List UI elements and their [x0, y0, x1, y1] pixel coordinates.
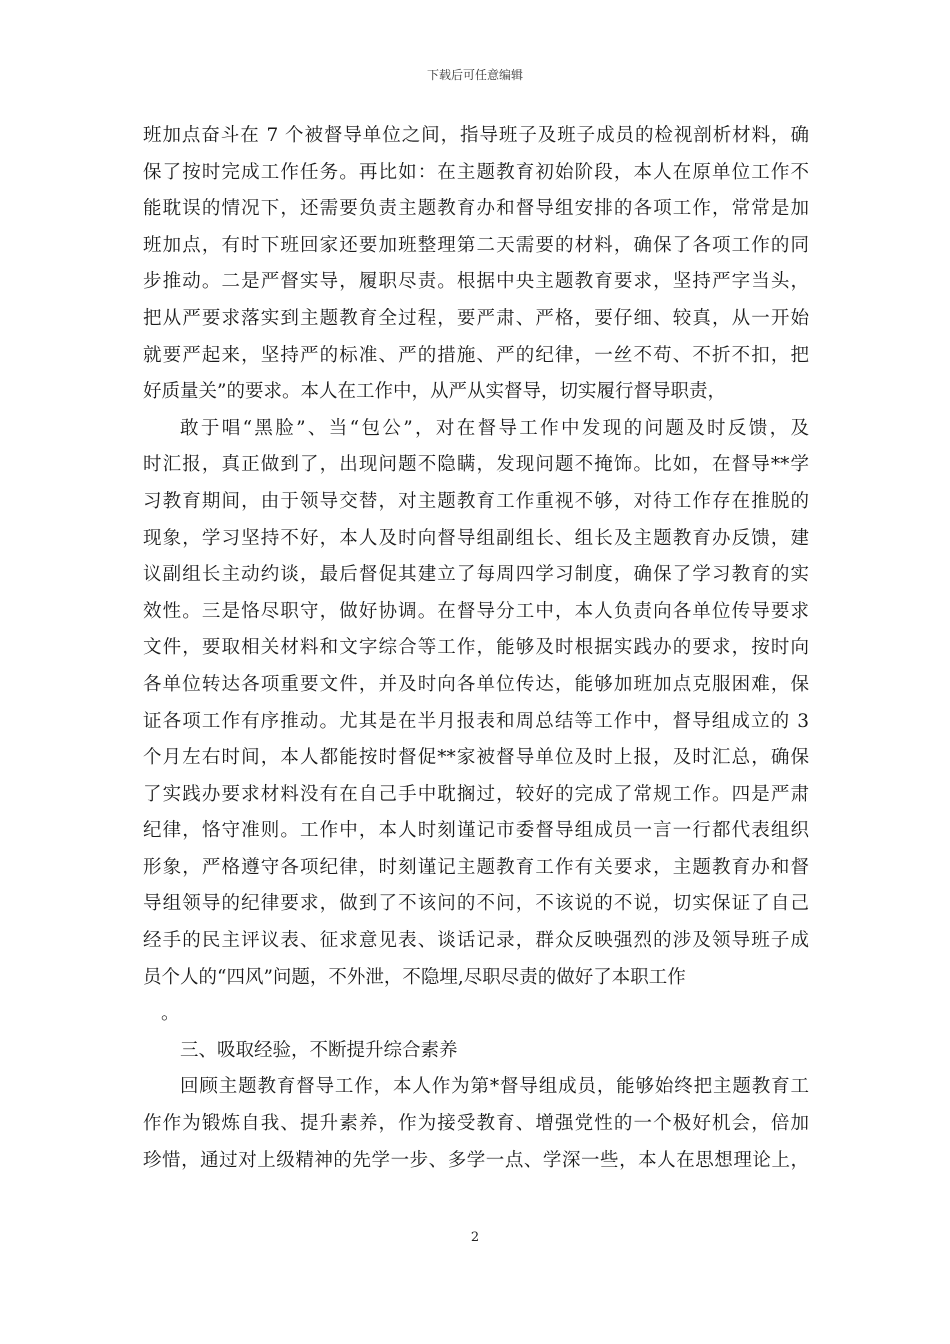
- text-line: 纪律，恪守准则。工作中，本人时刻谨记市委督导组成员一言一行都代表组织: [143, 820, 809, 842]
- text-line: 。: [161, 1003, 180, 1025]
- text-line: 习教育期间，由于领导交替，对主题教育工作重视不够，对待工作存在推脱的: [143, 490, 809, 512]
- page-number: 2: [470, 1230, 480, 1245]
- text-line: 现象，学习坚持不好，本人及时向督导组副组长、组长及主题教育办反馈，建: [143, 527, 809, 549]
- page-header: 下载后可任意编辑: [426, 68, 523, 82]
- text-line: 敢于唱“黑脸”、当“包公”，对在督导工作中发现的问题及时反馈，及: [180, 417, 809, 439]
- text-line: 导组领导的纪律要求，做到了不该问的不问，不该说的不说，切实保证了自己: [143, 893, 809, 915]
- text-line: 作作为锻炼自我、提升素养，作为接受教育、增强党性的一个极好机会，倍加: [143, 1113, 809, 1135]
- text-line: 能耽误的情况下，还需要负责主题教育办和督导组安排的各项工作，常常是加: [143, 198, 809, 220]
- text-line: 珍惜，通过对上级精神的先学一步、多学一点、学深一些，本人在思想理论上，: [143, 1149, 809, 1171]
- text-line: 班加点，有时下班回家还要加班整理第二天需要的材料，确保了各项工作的同: [143, 234, 809, 256]
- text-line: 员个人的“四风”问题，不外泄，不隐埋,尽职尽责的做好了本职工作: [143, 966, 686, 988]
- text-line: 个月左右时间，本人都能按时督促**家被督导单位及时上报，及时汇总，确保: [143, 747, 809, 769]
- text-line: 步推动。二是严督实导，履职尽责。根据中央主题教育要求，坚持严字当头，: [143, 271, 809, 293]
- text-line: 回顾主题教育督导工作，本人作为第*督导组成员，能够始终把主题教育工: [180, 1076, 809, 1098]
- text-line: 三、吸取经验，不断提升综合素养: [180, 1039, 458, 1061]
- text-line: 了实践办要求材料没有在自己手中耽搁过，较好的完成了常规工作。四是严肃: [143, 783, 809, 805]
- text-line: 效性。三是恪尽职守，做好协调。在督导分工中，本人负责向各单位传导要求: [143, 600, 809, 622]
- text-line: 经手的民主评议表、征求意见表、谈话记录，群众反映强烈的涉及领导班子成: [143, 930, 809, 952]
- text-line: 议副组长主动约谈，最后督促其建立了每周四学习制度，确保了学习教育的实: [143, 564, 809, 586]
- text-line: 班加点奋斗在 7 个被督导单位之间，指导班子及班子成员的检视剖析材料，确: [143, 125, 809, 146]
- text-line: 各单位转达各项重要文件，并及时向各单位传达，能够加班加点克服困难，保: [143, 673, 809, 695]
- text-line: 证各项工作有序推动。尤其是在半月报表和周总结等工作中，督导组成立的 3: [143, 710, 809, 732]
- document-body: [143, 118, 809, 1179]
- text-line: 就要严起来，坚持严的标准、严的措施、严的纪律，一丝不苟、不折不扣，把: [143, 344, 809, 366]
- text-line: 时汇报，真正做到了，出现问题不隐瞒，发现问题不掩饰。比如，在督导**学: [143, 454, 809, 476]
- text-line: 好质量关”的要求。本人在工作中，从严从实督导，切实履行督导职责，: [143, 381, 726, 403]
- text-line: 把从严要求落实到主题教育全过程，要严肃、严格，要仔细、较真，从一开始: [143, 307, 809, 329]
- text-line: 形象，严格遵守各项纪律，时刻谨记主题教育工作有关要求，主题教育办和督: [143, 856, 809, 878]
- text-line: 保了按时完成工作任务。再比如：在主题教育初始阶段，本人在原单位工作不: [143, 161, 809, 183]
- text-line: 文件，要取相关材料和文字综合等工作，能够及时根据实践办的要求，按时向: [143, 637, 809, 659]
